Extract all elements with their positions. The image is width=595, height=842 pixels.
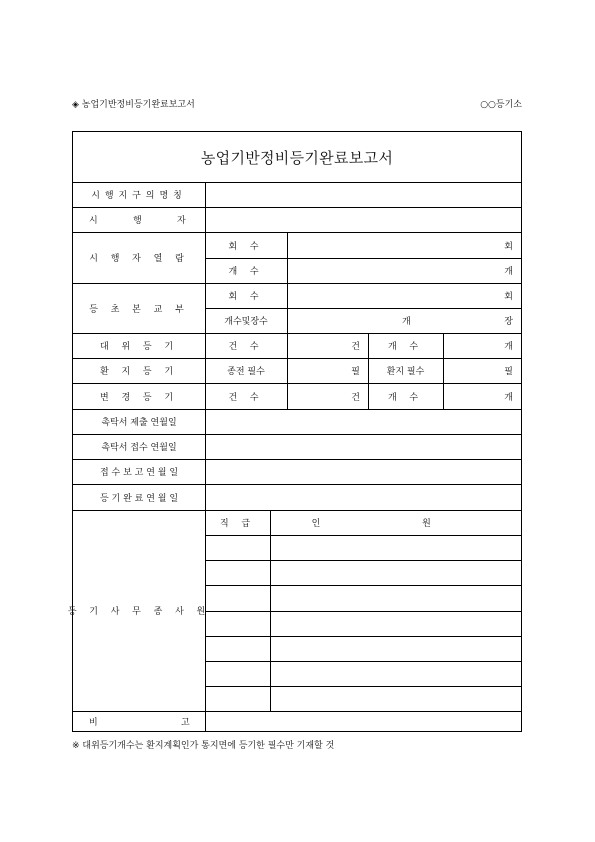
unit-items: 개 [504, 267, 513, 277]
label-count-items: 개 수 [228, 267, 264, 277]
unit-cases: 건 [351, 392, 360, 403]
label-change-registration: 변 경 등 기 [99, 392, 178, 403]
field-commission-receipt-date[interactable] [206, 435, 521, 459]
label-items-and-pages: 개수및장수 [224, 317, 268, 327]
col-header-headcount [271, 510, 521, 535]
field-implementer[interactable] [206, 208, 521, 232]
unit-parcels: 필 [504, 367, 513, 377]
label-count-times: 회 수 [228, 292, 264, 302]
label-implementer-view: 시 행 자 열 람 [89, 254, 189, 264]
label-implementer [73, 207, 205, 232]
label-count-times: 회 수 [228, 241, 264, 252]
field-remarks[interactable] [206, 712, 521, 731]
label-commission-submit-date: 촉탁서 제출 연월일 [101, 418, 177, 428]
field-site-name[interactable] [206, 183, 521, 207]
col-header-rank: 직 급 [219, 519, 256, 529]
rule [205, 636, 521, 637]
form-header-left: ◈ 농업기반정비등기완료보고서 [72, 100, 195, 110]
rule [205, 535, 521, 536]
label-previous-parcels: 종전 필수 [227, 367, 265, 377]
label-subrogation-registration: 대 위 등 기 [99, 342, 178, 352]
label-case-count: 건 수 [228, 342, 264, 352]
label-item-count: 개 수 [387, 342, 424, 352]
rule [205, 611, 521, 612]
label-receipt-report-date: 접 수 보 고 연 월 일 [99, 468, 179, 478]
form-title: 농업기반정비등기완료보고서 [200, 148, 394, 167]
unit-pages: 장 [504, 317, 513, 327]
rule [205, 686, 521, 687]
rule [205, 560, 521, 561]
label-registry-staff: 등 기 사 무 종 사 원 [67, 607, 211, 617]
label-implementer-char: 자 [177, 216, 186, 226]
footnote: ※ 대위등기개수는 환지계획인가 통지면에 등기한 필수만 기재할 것 [72, 741, 335, 751]
label-copy-issue: 등 초 본 교 부 [89, 304, 189, 315]
rule [205, 661, 521, 662]
label-remarks [73, 711, 205, 731]
label-remarks-char: 고 [181, 717, 190, 728]
label-implementer-char: 시 [89, 216, 98, 226]
field-receipt-report-date[interactable] [206, 460, 521, 484]
form-header-right: ○○등기소 [480, 100, 522, 110]
report-form [67, 131, 522, 732]
unit-times: 회 [504, 292, 513, 302]
unit-cases: 건 [351, 342, 360, 352]
rule [205, 585, 521, 586]
unit-times: 회 [504, 241, 513, 252]
unit-items: 개 [504, 342, 513, 352]
label-registration-complete-date: 등 기 완 료 연 월 일 [99, 493, 179, 504]
label-remarks-char: 비 [89, 717, 98, 728]
label-commission-receipt-date: 촉탁서 접수 연월일 [101, 443, 177, 453]
field-commission-submit-date[interactable] [206, 410, 521, 434]
label-implementer-char: 행 [133, 216, 142, 226]
label-replotted-parcels: 환지 필수 [386, 367, 425, 377]
field-registration-complete-date[interactable] [206, 485, 521, 510]
unit-items: 개 [504, 392, 513, 403]
unit-items: 개 [402, 317, 411, 327]
unit-parcels: 필 [351, 367, 360, 377]
label-site-name: 시행지구의명칭 [91, 191, 187, 201]
label-replotting-registration: 환 지 등 기 [99, 367, 178, 377]
col-header-headcount-text: 인 원 [311, 519, 481, 529]
rule [270, 510, 271, 711]
label-case-count: 건 수 [228, 392, 264, 403]
label-item-count: 개 수 [387, 392, 424, 403]
